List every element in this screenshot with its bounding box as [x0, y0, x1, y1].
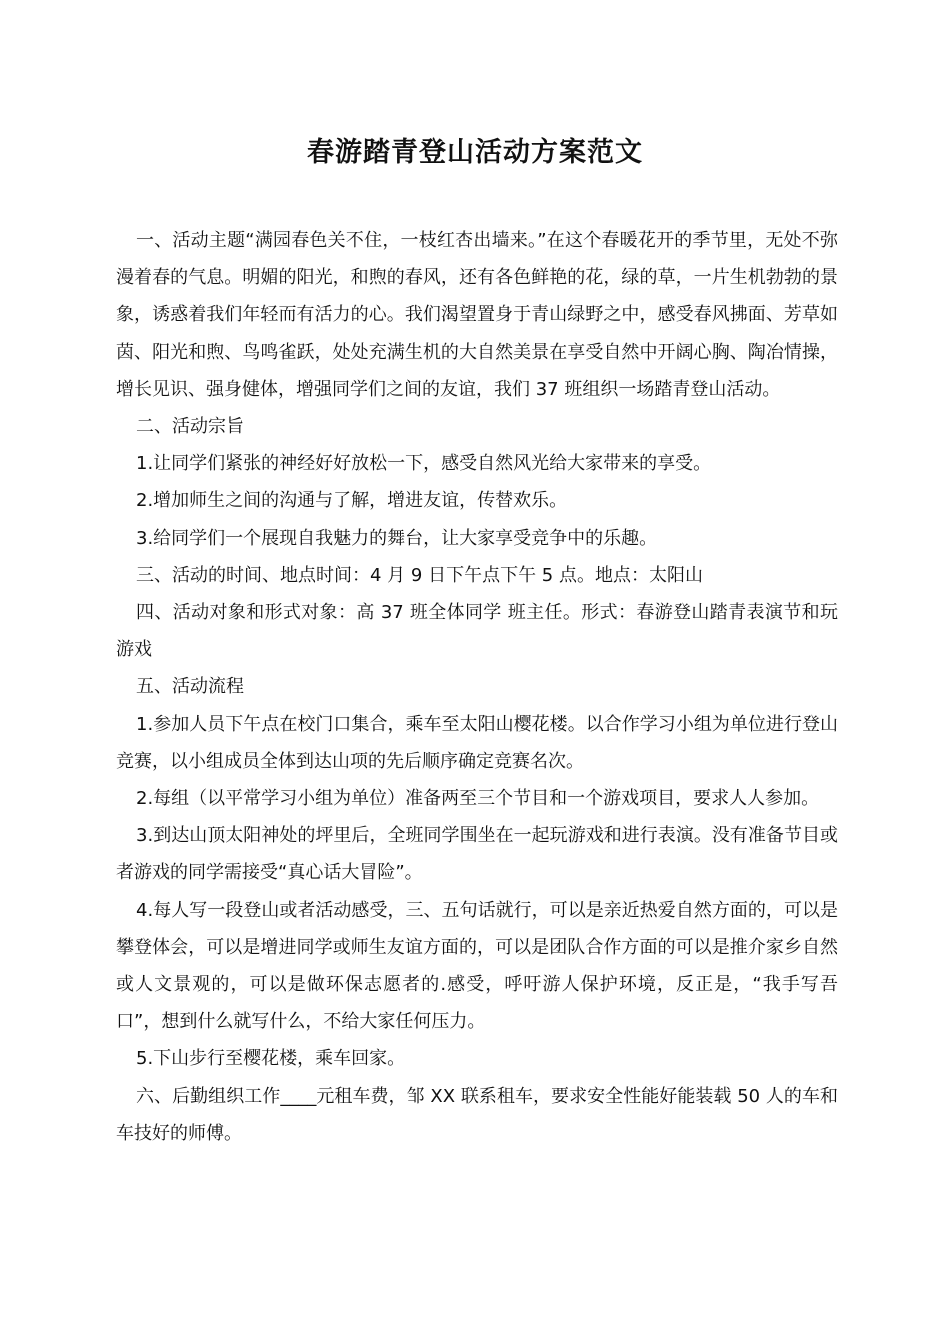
paragraph-purpose-heading: 二、活动宗旨 [136, 416, 244, 438]
paragraph-process-1: 1.参加人员下午点在校门口集合，乘车至太阳山樱花楼。以合作学习小组为单位进行登山竞赛，以小组成员全体到达山项的先后顺序确定竞赛名次。 [116, 713, 838, 772]
paragraph-time-place: 三、活动的时间、地点时间：4 月 9 日下午点下午 5 点。地点：太阳山 [136, 564, 703, 586]
paragraph-process-4: 4.每人写一段登山或者活动感受，三、五句话就行，可以是亲近热爱自然方面的，可以是攀登体会，可以是增进同学或师生友谊方面的，可以是团队合作方面的可以是推介家乡自然或人文景观的，可以是做环保志愿者的.感受，呼吁游人保护环境，反正是，“我手写吾口”，想到什么就写什么，不给大家任何压力。 [116, 899, 838, 1033]
paragraph-process-3: 3.到达山顶太阳神处的坪里后，全班同学围坐在一起玩游戏和进行表演。没有准备节目或者游戏的同学需接受“真心话大冒险”。 [116, 825, 838, 884]
paragraph-purpose-3: 3.给同学们一个展现自我魅力的舞台，让大家享受竞争中的乐趣。 [136, 527, 658, 549]
paragraph-logistics: 六、后勤组织工作____元租车费，邹 XX 联系租车，要求安全性能好能装载 50 人的车和车技好的师傅。 [116, 1085, 838, 1144]
paragraph-process-2: 2.每组（以平常学习小组为单位）准备两至三个节目和一个游戏项目，要求人人参加。 [136, 788, 820, 810]
paragraph-process-5: 5.下山步行至樱花楼，乘车回家。 [136, 1048, 406, 1070]
document-body [116, 222, 838, 1152]
paragraph-purpose-2: 2.增加师生之间的沟通与了解，增进友谊，传替欢乐。 [136, 490, 568, 512]
paragraph-process-heading: 五、活动流程 [136, 676, 244, 698]
paragraph-participants: 四、活动对象和形式对象：高 37 班全体同学 班主任。形式：春游登山踏青表演节和玩游戏 [116, 602, 838, 661]
document-title: 春游踏青登山活动方案范文 [307, 137, 643, 168]
paragraph-purpose-1: 1.让同学们紧张的神经好好放松一下，感受自然风光给大家带来的享受。 [136, 453, 712, 475]
paragraph-theme: 一、活动主题“满园春色关不住，一枝红杏出墙来。”在这个春暖花开的季节里，无处不弥漫着春的气息。明媚的阳光，和煦的春风，还有各色鲜艳的花，绿的草，一片生机勃勃的景象，诱惑着我们年轻而有活力的心。我们渴望置身于青山绿野之中，感受春风拂面、芳草如茵、阳光和煦、鸟鸣雀跃，处处充满生机的大自然美景在享受自然中开阔心胸、陶冶情操，增长见识、强身健体，增强同学们之间的友谊，我们 37 班组织一场踏青登山活动。 [116, 230, 838, 400]
